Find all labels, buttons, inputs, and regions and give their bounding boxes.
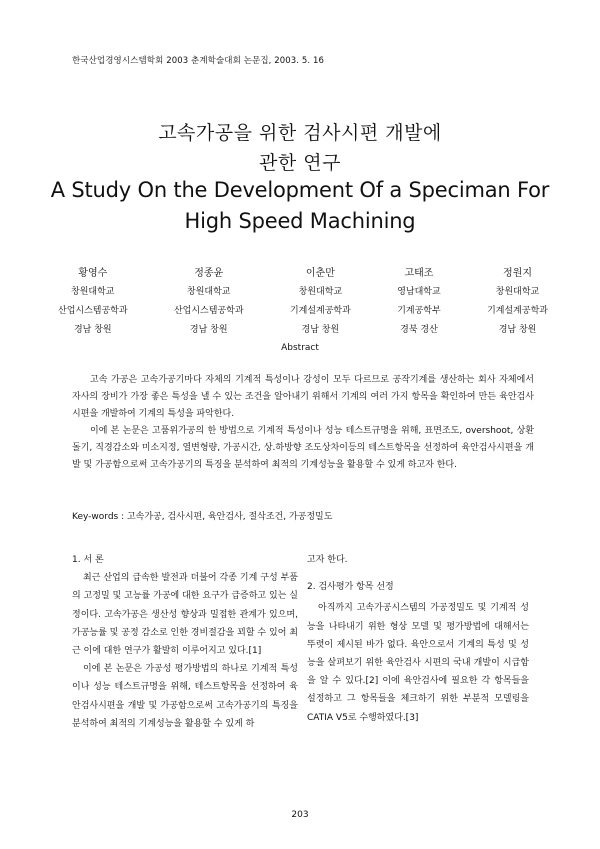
author-affiliation: 창원대학교 xyxy=(187,287,231,297)
abstract-paragraph: 고속 가공은 고속가공기마다 자체의 기계적 특성이나 강성이 모두 다르므로 공작기계를 생산하는 회사 자체에서 자사의 장비가 가장 좋은 특성을 낼 수 있는 조건을 알아내기 위해서 기계의 여러 가지 항목을 확인하여 만든 육안검사 시편을 개발하여 기계의 특성을 파악한다. xyxy=(72,375,534,419)
author-location: 경남 창원 xyxy=(498,325,537,335)
title-korean-line1: 고속가공을 위한 검사시편 개발에 xyxy=(158,122,442,144)
author-location: 경남 창원 xyxy=(301,325,340,335)
page-number: 203 xyxy=(291,810,309,820)
abstract-paragraph: 이에 본 논문은 고품위가공의 한 방법으로 기계적 특성이나 성능 테스트규명을 위해, 표면조도, overshoot, 상환돌기, 직경감소와 미소지정, 열변형량, 가공시간, 상.하방향 조도상차이등의 테스트항목을 선정하여 육안검사시편을 개발 및 가공함으로써 고속가공기의 특징을 분석하여 최적의 기계성능을 활용할 수 있게 하고자 한다. xyxy=(72,426,534,470)
author-location: 경북 경산 xyxy=(400,325,438,335)
title-english-line1: A Study On the Development Of a Speciman For xyxy=(50,178,550,202)
author-affiliation: 창원대학교 xyxy=(298,287,343,297)
author xyxy=(174,264,244,340)
author-department: 기계공학부 xyxy=(397,306,441,316)
title-english-line2: High Speed Machining xyxy=(184,209,416,233)
author-name: 고태조 xyxy=(404,268,434,279)
author-name: 정원지 xyxy=(503,268,533,279)
author xyxy=(58,264,128,340)
author xyxy=(290,264,351,340)
author-department: 기계설계공학과 xyxy=(289,306,351,316)
author-location: 경남 창원 xyxy=(189,325,228,335)
section-heading-introduction: 1. 서 론 xyxy=(72,555,104,565)
author-department: 산업시스템공학과 xyxy=(173,306,244,316)
left-column xyxy=(72,551,298,733)
author-name: 이춘만 xyxy=(305,268,335,279)
abstract-body xyxy=(72,372,534,474)
body-paragraph: 이에 본 논문은 가공성 평가방법의 하나로 기계적 특성이나 성능 테스트규명을 위해, 테스트항목을 선정하여 육안검사시편을 개발 및 가공함으로써 고속가공기의 특징을 분석하여 최적의 기계성능을 활용할 수 있게 하 xyxy=(72,664,298,729)
running-header: 한국산업경영시스템학회 2003 춘계학술대회 논문집, 2003. 5. 16 xyxy=(72,56,325,66)
author-affiliation: 창원대학교 xyxy=(71,287,115,297)
author-location: 경남 창원 xyxy=(73,325,112,335)
body-paragraph: 최근 산업의 급속한 발전과 더불어 각종 기계 구성 부품의 고정밀 및 고능률 가공에 대한 요구가 급증하고 있는 실정이다. 고속가공은 생산성 향상과 밀접한 관계가 있으며, 가공능률 및 공정 감소로 인한 경비절감을 꾀할 수 있어 최근 이에 대한 연구가 활발히 이루어지고 있다.[1] xyxy=(72,573,298,657)
title-korean-line2: 관한 연구 xyxy=(259,152,341,174)
author-department: 산업시스템공학과 xyxy=(58,306,128,316)
author-affiliation: 창원대학교 xyxy=(495,287,540,297)
author xyxy=(487,264,548,340)
abstract-heading: Abstract xyxy=(281,343,319,353)
author xyxy=(397,264,440,340)
author-list xyxy=(58,264,548,340)
author-name: 황영수 xyxy=(78,268,108,279)
body-paragraph-continuation: 고자 한다. xyxy=(307,555,348,565)
author-affiliation: 영남대학교 xyxy=(397,287,441,297)
right-column xyxy=(307,551,529,727)
keywords: Key-words : 고속가공, 검사시편, 육안검사, 절삭조건, 가공정밀도 xyxy=(72,512,333,522)
author-department: 기계설계공학과 xyxy=(487,306,548,316)
body-paragraph: 아직까지 고속가공시스템의 가공정밀도 및 기계적 성능을 나타내기 위한 형상 모델 및 평가방법에 대해서는 뚜렷이 제시된 바가 없다. 육안으로서 기계의 특성 및 성능을 살펴보기 위한 육안검사 시편의 국내 개발이 시급함을 알 수 있다.[2] 이에 육안검사에 필요한 각 항목들을 설정하고 그 항목들을 체크하기 위한 부분적 모델링을 CATIA V5로 수행하였다.[3] xyxy=(307,603,529,723)
author-name: 정종윤 xyxy=(194,268,224,279)
section-heading-test-items: 2. 검사평가 항목 선정 xyxy=(307,582,394,593)
